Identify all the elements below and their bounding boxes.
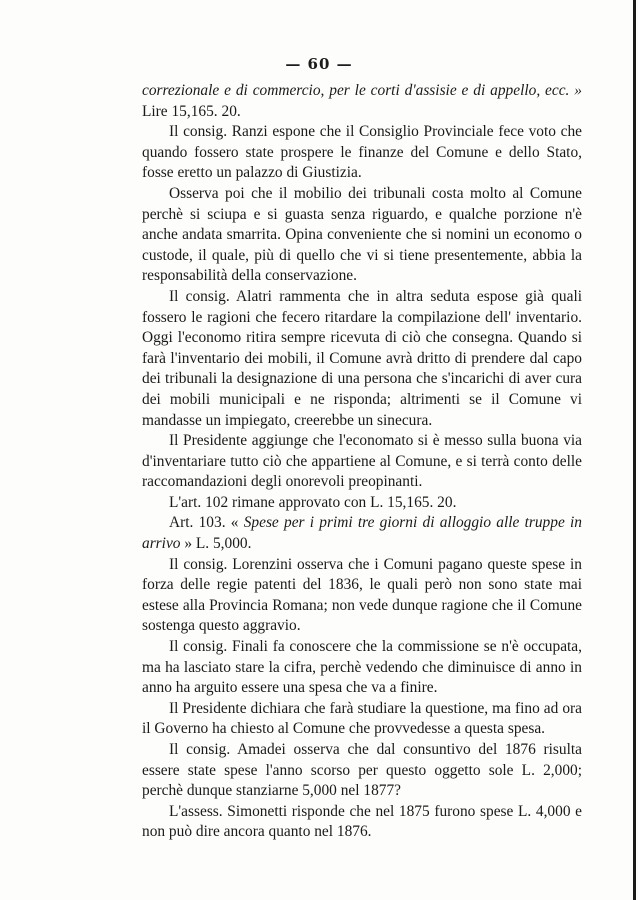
page-number: — 60 — <box>285 55 353 73</box>
body-text <box>142 81 582 843</box>
text-segment: Lire 15,165. 20. <box>142 102 241 120</box>
text-segment: L'art. 102 rimane approvato con L. 15,165. 20. <box>169 493 457 511</box>
scan-edge <box>633 0 636 900</box>
paragraph <box>142 122 582 184</box>
paragraph <box>142 184 582 287</box>
text-segment: Il consig. Amadei osserva che dal consuntivo del 1876 risulta essere state spese l'anno scorso per questo oggetto sole L. 2,000; perchè dunque stanziarne 5,000 nel 1877? <box>142 741 582 800</box>
paragraph <box>142 555 582 637</box>
text-segment: L'assess. Simonetti risponde che nel 1875 furono spese L. 4,000 e non può dire ancora quanto nel 1876. <box>142 802 582 841</box>
text-segment: Il Presidente aggiunge che l'economato si è messo sulla buona via d'inventariare tutto ciò che appartiene al Comune, e si terrà conto delle raccomandazioni degli onorevoli preopinanti. <box>142 432 582 491</box>
text-segment: Il consig. Alatri rammenta che in altra seduta espose già quali fossero le ragioni che fecero ritardare la compilazione dell' inventario. Oggi l'economo ritira sempre ricevuta di ciò che consegna. Quando si farà l'inventario dei mobili, il Comune avrà dritto di prendere dal capo dei tribunali la designazione di una persona che s'incarichi di aver cura dei mobili municipali e ne risponda; altrimenti se il Comune vi mandasse un impiegato, creerebbe un sinecura. <box>142 287 582 429</box>
text-segment: Il consig. Ranzi espone che il Consiglio Provinciale fece voto che quando fossero state prospere le finanze del Comune e dello Stato, fosse eretto un palazzo di Giustizia. <box>142 123 582 182</box>
paragraph <box>142 493 582 514</box>
paragraph <box>142 431 582 493</box>
text-segment: Il consig. Finali fa conoscere che la commissione se n'è occupata, ma ha lasciato stare la cifra, perchè vedendo che diminuisce di anno in anno ha arguito essere una spesa che va a finire. <box>142 638 582 697</box>
paragraph <box>142 740 582 802</box>
text-segment: » L. 5,000. <box>180 535 252 553</box>
paragraph <box>142 699 582 740</box>
text-segment: Osserva poi che il mobilio dei tribunali costa molto al Comune perchè si sciupa e si guasta senza riguardo, e qualche porzione n'è anche andata smarrita. Opina conveniente che si nomini un economo o custode, il quale, più di quello che vi si tiene presentemente, abbia la responsabilità della conservazione. <box>142 184 582 285</box>
italic-text-segment: correzionale e di commercio, per le corti d'assisie e di appello, ecc. » <box>142 82 582 99</box>
paragraph <box>142 81 582 122</box>
paragraph <box>142 287 582 431</box>
paragraph <box>142 802 582 843</box>
paragraph <box>142 513 582 554</box>
italic-text-segment: Spese per i primi tre giorni di alloggio alle truppe in arrivo <box>142 514 582 553</box>
text-segment: Il Presidente dichiara che farà studiare la questione, ma fino ad ora il Governo ha chiesto al Comune che provvedesse a questa spesa. <box>142 699 582 738</box>
text-segment: Il consig. Lorenzini osserva che i Comuni pagano queste spese in forza delle regie patenti del 1836, le quali però non sono state mai estese alla Provincia Romana; non vede dunque ragione che il Comune sostenga questo aggravio. <box>142 555 582 635</box>
paragraph <box>142 637 582 699</box>
text-segment: Art. 103. « <box>169 514 244 532</box>
